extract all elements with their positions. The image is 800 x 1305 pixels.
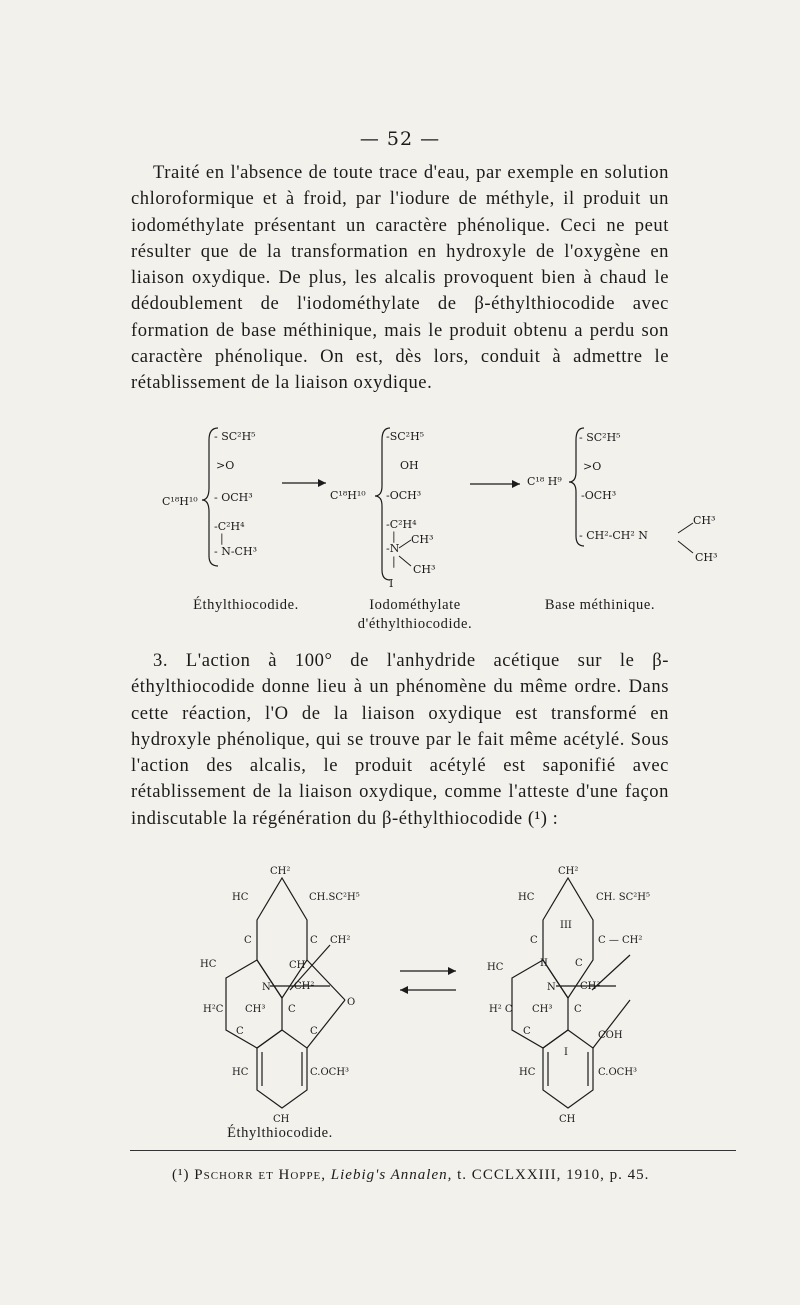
page-number: — 52 — [359,128,441,150]
middle-group-9: | [392,555,396,568]
right-label-14: C [574,1004,582,1015]
right-bond-up [678,523,693,533]
left-label-17: HC [232,1067,249,1078]
paragraph-2-text: 3. L'action à 100° de l'anhydride acétique sur le β-éthylthiocodide donne lieu à un phénomène du même ordre. Dans cette réaction, l'O de la liaison oxydique est transformé en hydroxyle phénolique, qui se trouve par le fait même acétylé. Sous l'action des alcalis, le produit acétylé est saponifié avec rétablissement de la liaison oxydique, comme l'atteste d'une façon indiscutable la régénération du β-éthylthiocodide (¹) : [131,650,669,829]
arrow-left-head [400,986,408,994]
left-label-19: CH [273,1114,290,1125]
left-label-3: CH.SC²H⁵ [309,892,360,903]
caption-iodomethylate-2: d'éthylthiocodide. [357,616,473,632]
middle-group-8: CH³ [413,563,436,576]
right-label-18: HC [519,1067,536,1078]
arrow-2 [470,480,520,488]
left-group-1: - SC²H⁵ [214,430,256,443]
left-label-18: C.OCH³ [310,1067,350,1078]
middle-group-3: -OCH³ [386,489,422,502]
left-label-16: C [310,1026,318,1037]
right-label-5: C [530,935,538,946]
footnote [172,1167,732,1184]
middle-bond-down [399,556,411,566]
equilibrium-arrows [400,971,456,990]
middle-brace [375,428,390,580]
right-label-20: CH [559,1114,576,1125]
left-prefix: C¹⁸H¹⁰ [162,495,198,508]
right-bond-down [678,541,693,553]
middle-group-2: OH [400,459,419,472]
caption-ethylthiocodide-2: Éthylthiocodide. [227,1125,333,1141]
footnote-ref: t. CCCLXXIII, 1910, p. 45. [457,1167,650,1183]
right-label-15: C [523,1026,531,1037]
left-label-7: HC [200,959,217,970]
left-label-15: C [236,1026,244,1037]
right-group-4: - CH²-CH² N [579,529,648,542]
left-label-12: H²C [203,1004,224,1015]
structural-formulas [0,855,800,1145]
left-label-14: C [288,1004,296,1015]
right-group-3: -OCH³ [581,489,617,502]
middle-group-5: | [392,530,396,543]
paragraph-2 [131,648,669,832]
footnote-journal: Liebig's Annalen, [330,1167,453,1183]
right-label-2: HC [518,892,535,903]
caption-iodomethylate-1: Iodométhylate [369,597,461,613]
middle-group-4: -C²H⁴ [386,518,417,531]
right-label-17: I [564,1047,568,1058]
left-label-1: CH² [270,866,291,877]
right-label-13: CH³ [532,1004,553,1015]
footnote-rule [130,1150,736,1151]
left-group-2: >O [216,459,235,472]
right-label-4: III [560,920,572,931]
arrow-right-head [448,967,456,975]
paragraph-1 [131,160,669,397]
right-group-5: CH³ [693,514,716,527]
right-label-1: CH² [558,866,579,877]
middle-bond-up [399,540,411,548]
middle-group-6: -N [386,542,400,555]
caption-base-methinique: Base méthinique. [544,597,656,613]
right-label-6: C — CH² [598,935,643,946]
left-label-2: HC [232,892,249,903]
middle-group-1: -SC²H⁵ [386,430,425,443]
right-prefix: C¹⁸ H⁹ [527,475,562,488]
left-label-13: CH³ [245,1004,266,1015]
right-label-10: N [547,982,556,993]
left-label-6: CH² [330,935,351,946]
right-group-1: - SC²H⁵ [579,431,621,444]
paragraph-1-text: Traité en l'absence de toute trace d'eau, par exemple en solution chloroformique et à froid, par l'iodure de méthyle, il produit un iodométhylate présentant un caractère phénolique. Ceci ne peut résulter que de la transformation en hydroxyle de l'oxygène en liaison oxydique. De plus, les alcalis provoquent bien à chaud le dédoublement de l'iodométhylate de β-éthylthiocodide avec formation de base méthinique, mais le produit obtenu a perdu son caractère phénolique. On est, dès lors, conduit à admettre le rétablissement de la liaison oxydique. [131,162,669,394]
left-label-10: CH² [294,981,315,992]
footnote-authors: Pschorr et Hoppe, [194,1167,327,1183]
right-label-3: CH. SC²H⁵ [596,892,650,903]
middle-group-7: CH³ [411,533,434,546]
right-label-8: HC [487,962,504,973]
middle-group-10: I [389,577,394,590]
caption-ethylthiocodide-1: Éthylthiocodide. [193,597,299,613]
right-label-12: H² C [489,1004,513,1015]
right-group-2: >O [583,460,602,473]
right-label-16: COH [598,1030,623,1041]
left-label-9: N [262,982,271,993]
right-label-19: C.OCH³ [598,1067,638,1078]
footnote-mark: (¹) [172,1167,190,1183]
right-group-6: CH³ [695,551,718,564]
left-group-4: -C²H⁴ [214,520,245,533]
left-label-4: C [244,935,252,946]
left-label-11: O [347,997,356,1008]
right-label-9: C [575,958,583,969]
left-group-6: - N-CH³ [214,545,257,558]
middle-prefix: C¹⁸H¹⁰ [330,489,366,502]
right-label-11: CH² [580,981,601,992]
reaction-scheme [0,415,800,605]
right-label-7: II [540,958,548,969]
left-group-3: - OCH³ [214,491,253,504]
left-label-8: CH [289,960,306,971]
left-group-5: | [220,532,224,545]
left-label-5: C [310,935,318,946]
arrow-1 [282,479,326,487]
